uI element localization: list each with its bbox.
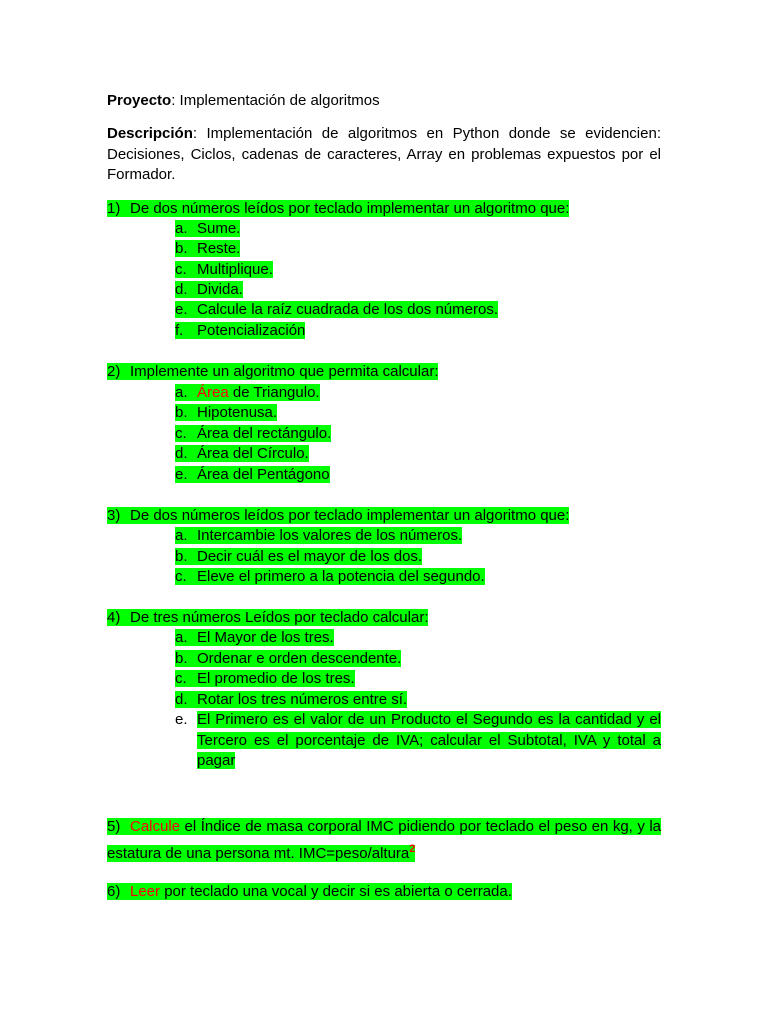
item-4	[107, 608, 428, 628]
item-3-sub-a	[175, 526, 462, 546]
item-text: por teclado una vocal y decir si es abierta o cerrada.	[160, 883, 512, 900]
item-1-sub-a	[175, 219, 240, 239]
sub-letter: a.	[175, 384, 188, 401]
sub-letter: d.	[175, 445, 188, 462]
project-sep: :	[171, 92, 180, 109]
sub-letter: e.	[175, 711, 188, 728]
item-number: 1)	[107, 200, 121, 217]
item-2-sub-d	[175, 444, 309, 464]
item-2-sub-c	[175, 424, 331, 444]
project-line	[107, 91, 380, 111]
item-3-sub-c	[175, 567, 485, 587]
description-sep: :	[192, 125, 207, 142]
item-5	[107, 813, 661, 867]
sub-text: Área del rectángulo.	[197, 425, 332, 442]
sub-text: Reste.	[197, 240, 241, 257]
sub-letter: b.	[175, 650, 188, 667]
item-1-sub-c	[175, 260, 273, 280]
sub-text: Sume.	[197, 220, 241, 237]
item-2-sub-b	[175, 403, 277, 423]
sub-text: El Mayor de los tres.	[197, 629, 334, 646]
item-text: Implemente un algoritmo que permita calcular:	[130, 363, 439, 380]
sub-letter: c.	[175, 670, 187, 687]
description-paragraph	[107, 124, 661, 186]
item-1	[107, 199, 569, 219]
sub-text: El promedio de los tres.	[197, 670, 355, 687]
item-red-word: Leer	[130, 883, 161, 900]
sub-text: Calcule la raíz cuadrada de los dos números.	[197, 301, 498, 318]
sub-text: Decir cuál es el mayor de los dos.	[197, 548, 423, 565]
sub-text: Potencialización	[197, 322, 306, 339]
sub-letter: c.	[175, 568, 187, 585]
item-number: 6)	[107, 883, 121, 900]
description-value: Implementación de algoritmos en Python donde se evidencien: Decisiones, Ciclos, cadenas de caracteres, Array en problemas expuestos por el Formador.	[107, 125, 661, 183]
item-superscript: 2	[409, 843, 416, 855]
sub-text: Rotar los tres números entre sí.	[197, 691, 408, 708]
item-3	[107, 506, 569, 526]
project-value: Implementación de algoritmos	[179, 92, 380, 109]
item-3-sub-b	[175, 547, 422, 567]
sub-letter: c.	[175, 425, 187, 442]
item-4-sub-b	[175, 649, 401, 669]
sub-text: Eleve el primero a la potencia del segundo.	[197, 568, 485, 585]
item-4-sub-e	[175, 710, 661, 772]
sub-letter: e.	[175, 466, 188, 483]
sub-text: Hipotenusa.	[197, 404, 278, 421]
sub-letter: a.	[175, 629, 188, 646]
item-2	[107, 362, 438, 382]
item-text: De dos números leídos por teclado implementar un algoritmo que:	[130, 200, 570, 217]
project-label: Proyecto	[107, 92, 172, 109]
sub-text: Área del Círculo.	[197, 445, 309, 462]
item-2-sub-a	[175, 383, 320, 403]
description-label: Descripción	[107, 125, 193, 142]
item-4-sub-c	[175, 669, 355, 689]
item-text: De dos números leídos por teclado implementar un algoritmo que:	[130, 507, 570, 524]
sub-letter: c.	[175, 261, 187, 278]
item-text: De tres números Leídos por teclado calcular:	[130, 609, 429, 626]
sub-letter: e.	[175, 301, 188, 318]
sub-text: El Primero es el valor de un Producto el Segundo es la cantidad y el Tercero es el porcentaje de IVA; calcular el Subtotal, IVA y total a pagar	[197, 711, 661, 769]
item-4-sub-d	[175, 690, 407, 710]
item-number: 4)	[107, 609, 121, 626]
sub-text: Área del Pentágono	[197, 466, 330, 483]
item-1-sub-d	[175, 280, 243, 300]
item-1-sub-f	[175, 321, 305, 341]
sub-letter: a.	[175, 220, 188, 237]
sub-red-word: Área	[197, 384, 229, 401]
sub-text: Ordenar e orden descendente.	[197, 650, 402, 667]
item-red-word: Calcule	[130, 818, 181, 835]
sub-letter: d.	[175, 691, 188, 708]
sub-letter: f.	[175, 322, 184, 339]
item-1-sub-e	[175, 300, 498, 320]
item-number: 2)	[107, 363, 121, 380]
sub-text: Divida.	[197, 281, 243, 298]
item-4-sub-a	[175, 628, 334, 648]
sub-text: Intercambie los valores de los números.	[197, 527, 463, 544]
sub-text: Multiplique.	[197, 261, 273, 278]
item-number: 3)	[107, 507, 121, 524]
sub-letter: b.	[175, 240, 188, 257]
sub-letter: d.	[175, 281, 188, 298]
item-2-sub-e	[175, 465, 330, 485]
sub-letter: b.	[175, 548, 188, 565]
item-number: 5)	[107, 818, 121, 835]
item-6	[107, 882, 512, 902]
sub-letter: a.	[175, 527, 188, 544]
sub-letter: b.	[175, 404, 188, 421]
item-text: el Índice de masa corporal IMC pidiendo por teclado el peso en kg, y la estatura de una persona mt. IMC=peso/altura	[107, 818, 661, 862]
item-1-sub-b	[175, 239, 240, 259]
sub-text: de Triangulo.	[228, 384, 320, 401]
